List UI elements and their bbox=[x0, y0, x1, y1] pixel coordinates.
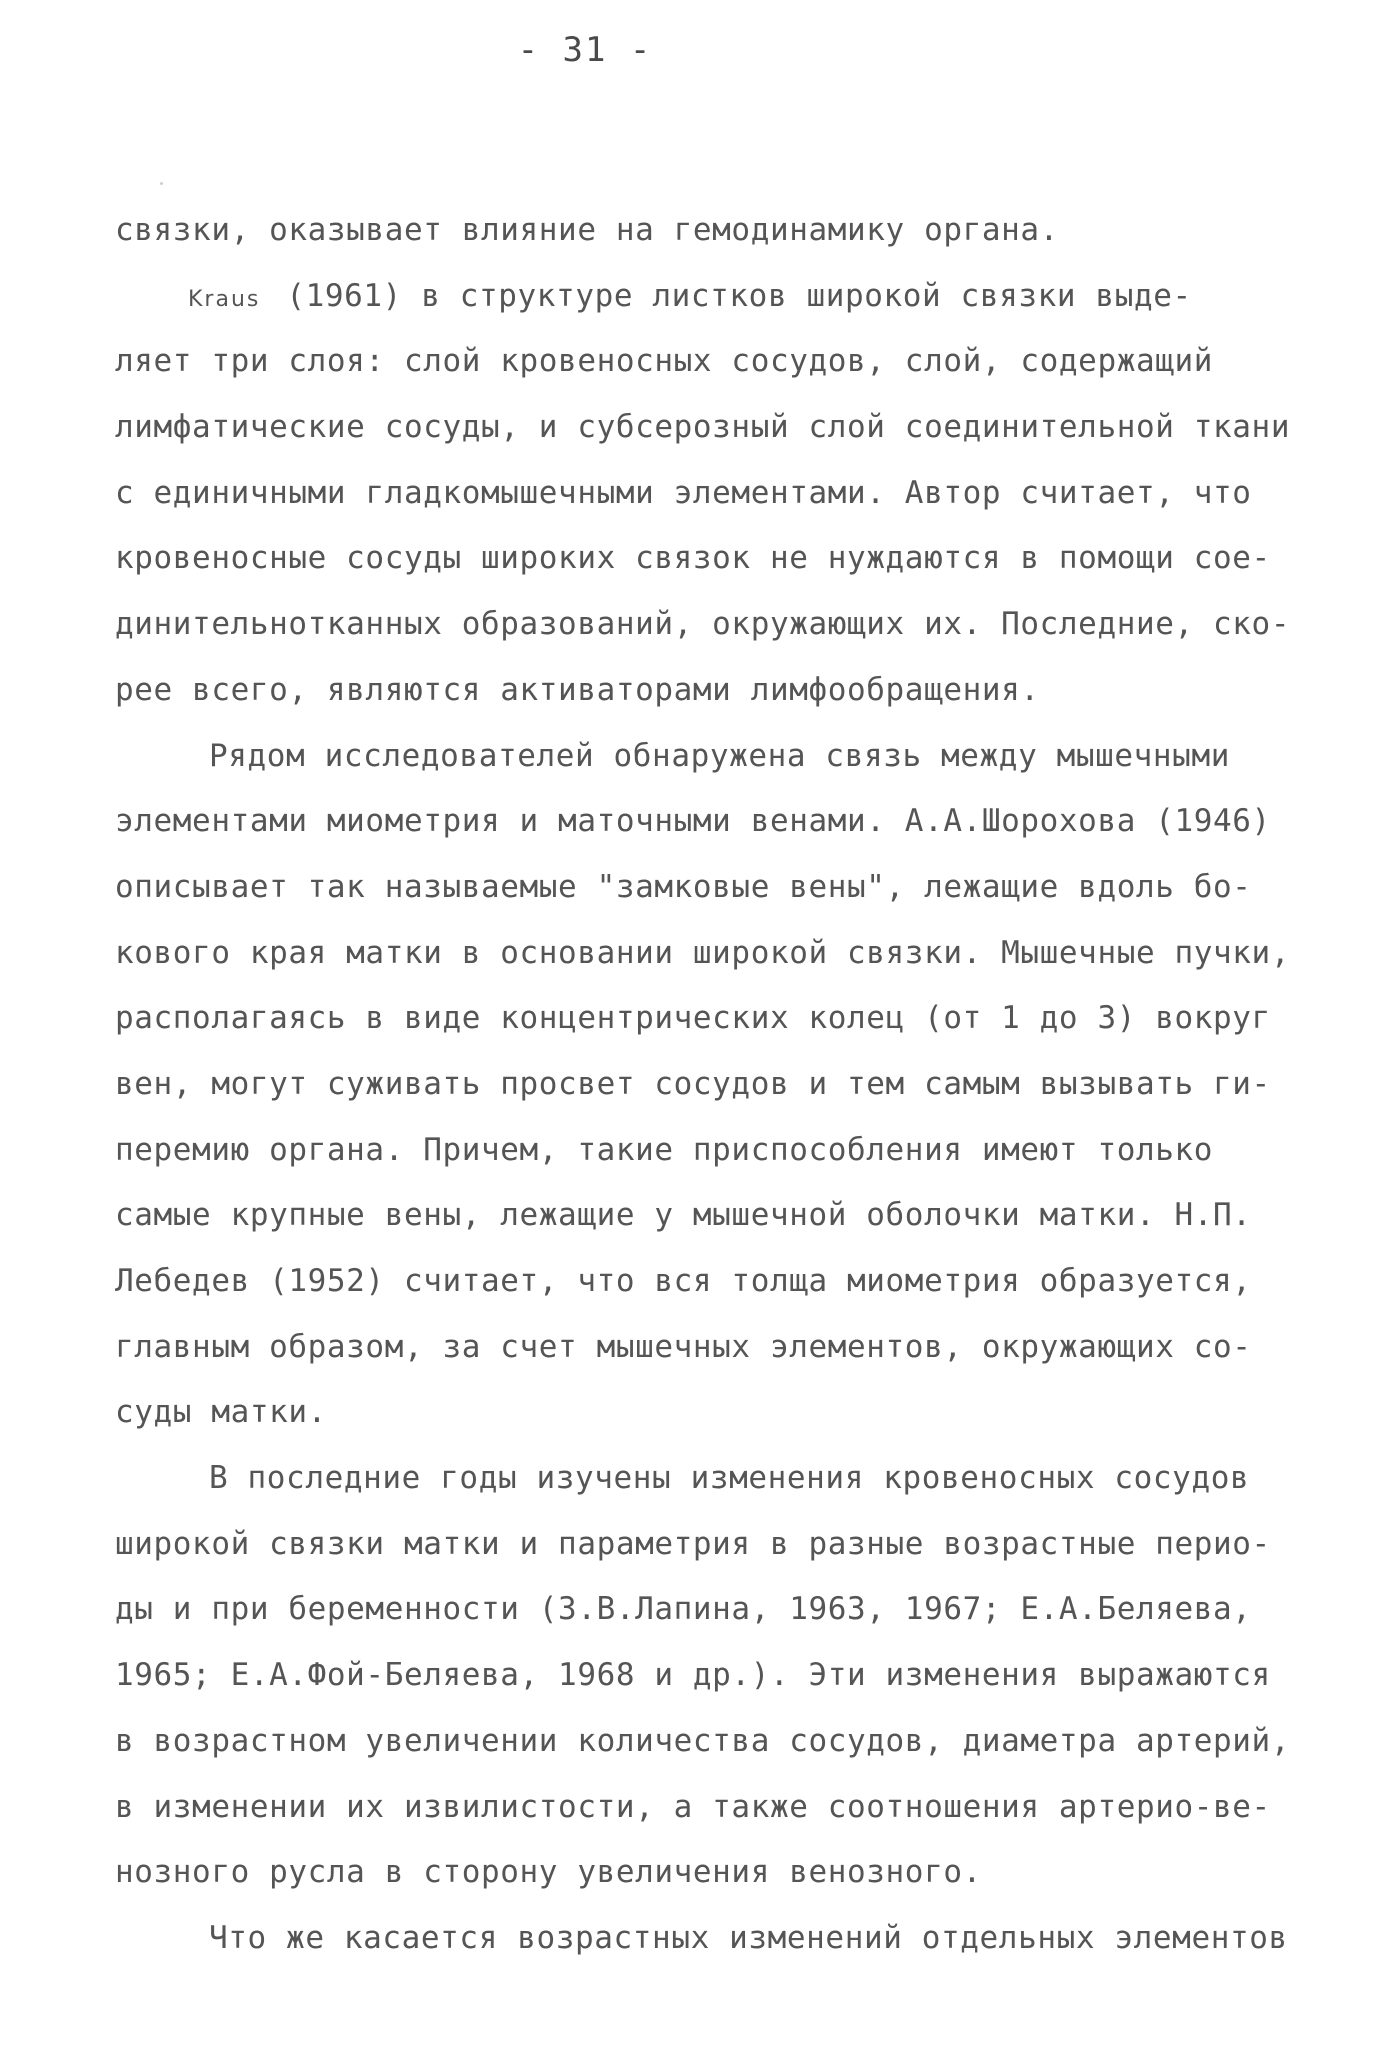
text-line bbox=[115, 1249, 1295, 1315]
text-line bbox=[115, 1577, 1295, 1643]
text-line-content: Что же касается возрастных изменений отдельных элементов bbox=[209, 1919, 1288, 1956]
text-line-content: рее всего, являются активаторами лимфообращения. bbox=[115, 671, 1040, 708]
text-line bbox=[115, 855, 1295, 921]
text-line bbox=[115, 1446, 1295, 1512]
text-line bbox=[115, 461, 1295, 527]
text-line-content: динительнотканных образований, окружающих их. Последние, ско- bbox=[115, 606, 1291, 643]
text-line-content: (1961) в структуре листков широкой связки выде- bbox=[286, 277, 1192, 314]
text-line-content: нозного русла в сторону увеличения венозного. bbox=[115, 1854, 982, 1891]
body-text bbox=[115, 198, 1295, 1972]
text-line bbox=[115, 198, 1295, 264]
text-line bbox=[115, 921, 1295, 987]
text-line bbox=[115, 592, 1295, 658]
page-number: - 31 - bbox=[517, 30, 653, 70]
text-line-content: вен, могут суживать просвет сосудов и тем самым вызывать ги- bbox=[115, 1065, 1271, 1102]
scan-speck bbox=[160, 182, 163, 185]
text-line-content: Лебедев (1952) считает, что вся толща миометрия образуется, bbox=[115, 1263, 1252, 1299]
author-name-latin: Kraus bbox=[188, 286, 261, 312]
text-line-content: в возрастном увеличении количества сосудов, диаметра артерий, bbox=[115, 1722, 1291, 1759]
text-line bbox=[115, 1315, 1295, 1381]
text-line-content: описывает так называемые "замковые вены", лежащие вдоль бо- bbox=[115, 868, 1252, 905]
text-line-content: связки, оказывает влияние на гемодинамику органа. bbox=[115, 212, 1059, 248]
text-line bbox=[115, 1052, 1295, 1118]
text-line-content: широкой связки матки и параметрия в разные возрастные перио- bbox=[115, 1525, 1271, 1562]
text-line-content: перемию органа. Причем, такие приспособления имеют только bbox=[115, 1131, 1214, 1168]
text-line bbox=[115, 658, 1295, 724]
text-line bbox=[115, 1118, 1295, 1184]
text-line-content: 1965; Е.А.Фой-Беляева, 1968 и др.). Эти изменения выражаются bbox=[115, 1657, 1271, 1694]
text-line-content: ды и при беременности (З.В.Лапина, 1963, 1967; Е.А.Беляева, bbox=[115, 1591, 1252, 1628]
text-line bbox=[115, 789, 1295, 855]
text-line bbox=[115, 1643, 1295, 1709]
text-line-content: суды матки. bbox=[115, 1394, 327, 1431]
text-line bbox=[115, 1775, 1295, 1841]
text-line-content: лимфатические сосуды, и субсерозный слой соединительной ткани bbox=[115, 409, 1291, 446]
text-line-content: В последние годы изучены изменения кровеносных сосудов bbox=[209, 1460, 1250, 1497]
text-line-content: самые крупные вены, лежащие у мышечной оболочки матки. Н.П. bbox=[115, 1197, 1252, 1234]
text-line bbox=[115, 329, 1295, 395]
text-line bbox=[115, 986, 1295, 1052]
text-line-content: кового края матки в основании широкой связки. Мышечные пучки, bbox=[115, 934, 1291, 971]
text-line bbox=[115, 1906, 1295, 1972]
text-line-content: главным образом, за счет мышечных элементов, окружающих со- bbox=[115, 1328, 1252, 1365]
text-line bbox=[115, 1183, 1295, 1249]
text-line-content: элементами миометрия и маточными венами. А.А.Шорохова (1946) bbox=[115, 803, 1271, 840]
text-line-content: Рядом исследователей обнаружена связь между мышечными bbox=[209, 737, 1230, 774]
text-line bbox=[115, 1512, 1295, 1578]
text-line bbox=[115, 1840, 1295, 1906]
text-line-content: с единичными гладкомышечными элементами. Автор считает, что bbox=[115, 474, 1252, 511]
text-line bbox=[115, 724, 1295, 790]
text-line-content: ляет три слоя: слой кровеносных сосудов, слой, содержащий bbox=[115, 343, 1214, 380]
text-line bbox=[115, 395, 1295, 461]
text-line-content: располагаясь в виде концентрических колец (от 1 до 3) вокруг bbox=[115, 1000, 1271, 1037]
text-line-content: кровеносные сосуды широких связок не нуждаются в помощи сое- bbox=[115, 540, 1271, 577]
text-line bbox=[115, 526, 1295, 592]
text-line bbox=[115, 264, 1295, 330]
text-line bbox=[115, 1380, 1295, 1446]
text-line bbox=[115, 1709, 1295, 1775]
text-line-content: в изменении их извилистости, а также соотношения артерио-ве- bbox=[115, 1788, 1271, 1825]
